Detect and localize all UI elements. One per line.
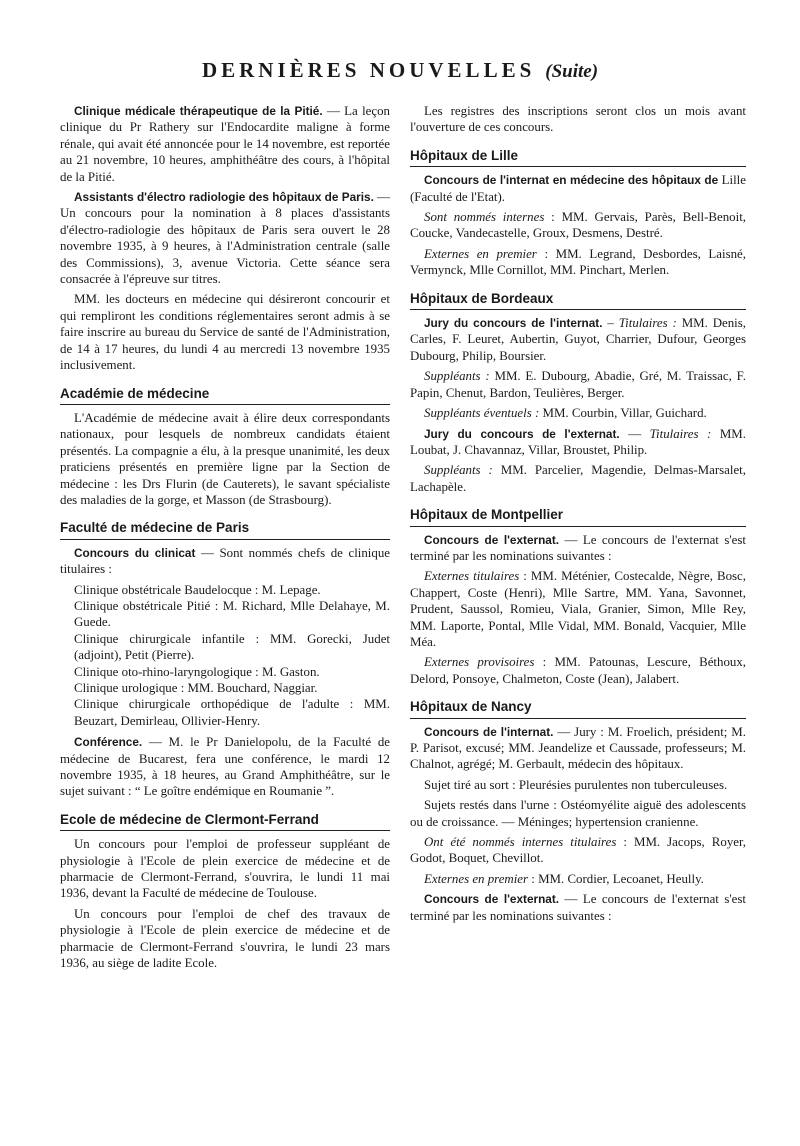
bordeaux-tit-label: Titulaires : [618,316,677,331]
montpellier-titulaires [410,568,746,650]
academie-text: L'Académie de médecine avait à élire deux correspondants nationaux, pour lesquels de nombreux candidats étaient présentés. La compagnie a élu, à la presque unanimité, les deux praticiens présentés en première ligne par la Section de médecine : les Drs Flurin (de Cauterets), le savant spécialiste des maladies de la gorge, et Masson (de Strasbourg). [60,410,390,507]
montpellier-tit-label: Externes titulaires [424,569,520,584]
montpellier-provisoires [410,654,746,687]
nancy-final-text: — Le concours de l'externat s'est terminé par les nominations suivantes : [410,892,746,923]
clermont-text-2: Un concours pour l'emploi de chef des travaux de physiologie à l'Ecole de plein exercice de médecine et de pharmacie de Clermont-Ferrand s'ouvrira, le lundi 23 mars 1936, au siège de ladite Ecole. [60,906,390,971]
section-bordeaux [410,291,746,495]
pitie-text: — La leçon clinique du Pr Rathery sur l'Endocardite maligne à forme rénale, qui avait été annoncée pour le 14 novembre, est reportée au 21 novembre, 10 heures, amphithéâtre des cours, à l'hôpital de la Pitié. [60,104,390,184]
section-lille [410,148,746,279]
lille-externes [410,246,746,279]
conference-text: — M. le Pr Danielopolu, de la Faculté de médecine de Bucarest, fera une conférence, le mardi 12 novembre 1935, à 18 heures, au Grand Amphithéâtre, sur le sujet suivant : “ Le goître endémique en Roumanie ”. [60,735,390,799]
list-item: Clinique obstétricale Baudelocque : M. Lepage. [74,582,321,597]
list-item: Clinique chirurgicale infantile : MM. Gorecki, Judet (adjoint), Petit (Pierre). [74,631,390,663]
nancy-lead-2: Concours de l'externat. [424,892,560,907]
bordeaux-sup2-label: Suppléants : [424,463,493,478]
montpellier-prov-label: Externes provisoires [424,655,535,670]
section-nancy [410,699,746,924]
pitie-notice [60,103,390,185]
montpellier-intro [410,532,746,565]
bordeaux-externat: Jury du concours de l'externat. — Titulaires : MM. Loubat, J. Chavannaz, Villar, Broustet, Philip. [410,426,746,457]
electro-notice [60,189,390,287]
lille-lead: Concours de l'internat en médecine des hôpitaux de [424,173,719,188]
conference-notice [60,734,390,800]
section-title-faculte: Faculté de médecine de Paris [60,520,390,539]
bordeaux-sup-label: Suppléants : [424,369,490,384]
page-title: DERNIÈRES NOUVELLES [201,58,536,82]
lille-concours [410,172,746,205]
lille-externes-label: Externes en premier [424,246,537,261]
clermont-text-1: Un concours pour l'emploi de professeur suppléant de physiologie à l'Ecole de plein exercice de médecine et de pharmacie de Clermont-Ferrand, s'ouvrira, le lundi 11 mai 1936, devant la Faculté de médecine de Toulouse. [60,837,390,901]
clinicat-intro [60,545,390,578]
clinicat-lead: Concours du clinicat [74,545,196,560]
bordeaux-tit2-text: MM. Loubat, J. Chavannaz, Villar, Broustet, Philip. [410,426,746,457]
bordeaux-lead-2: Jury du concours de l'externat. [424,426,620,441]
bordeaux-suppleants-2 [410,462,746,495]
nancy-jury [410,724,746,773]
section-title-nancy: Hôpitaux de Nancy [410,699,746,718]
lille-internes [410,209,746,242]
bordeaux-tit2-label: Titulaires : [649,426,712,441]
inscription-notice: MM. les docteurs en médecine qui désireront concourir et qui rempliront les conditions réglementaires seront admis à se faire inscrire au bureau du Service de santé de l'Administration, de 14 à 17 heures, du lundi 4 au mercredi 13 novembre 1935 inclusivement. [60,292,390,373]
section-faculte [60,520,390,800]
list-item: Clinique chirurgicale orthopédique de l'adulte : MM. Beuzart, Demirleau, Ollivier-Henry. [74,697,390,728]
section-title-lille: Hôpitaux de Lille [410,148,746,167]
montpellier-prov-text: : MM. Patounas, Lescure, Béthoux, Delord, Ponsoye, Chalmeton, Coste (Jean), Jalabert. [410,655,746,686]
nancy-nommes [410,834,746,867]
nancy-lead: Concours de l'internat. [424,724,554,739]
nancy-ext-label: Externes en premier [424,871,529,886]
conference-lead: Conférence. [74,735,143,750]
section-title-montpellier: Hôpitaux de Montpellier [410,507,746,526]
bordeaux-eventuels [410,405,746,421]
right-column [410,103,746,928]
bordeaux-supev-label: Suppléants éventuels : [424,406,540,421]
electro-lead: Assistants d'électro radiologie des hôpitaux de Paris. [74,190,374,205]
nancy-externes [410,871,746,887]
nancy-nommes-text: : MM. Jacops, Royer, Godot, Boquet, Chevillot. [410,835,746,866]
nancy-nommes-label: Ont été nommés internes titulaires [424,835,617,850]
lille-internes-label: Sont nommés internes [424,210,545,225]
bordeaux-tit-text: MM. Denis, Carles, F. Leuret, Aubertin, Guyot, Charrier, Dufour, Georges Dubourg, Philip, Boursier. [410,316,747,363]
nancy-ext-text: : MM. Cordier, Lecoanet, Heully. [528,871,704,886]
list-item: Clinique obstétricale Pitié : M. Richard, Mlle Delahaye, M. Guede. [74,598,390,630]
bordeaux-lead-1: Jury du concours de l'internat. [424,316,603,331]
section-montpellier [410,507,746,687]
lille-internes-text: : MM. Gervais, Parès, Bell-Benoit, Coucke, Vandecastelle, Groux, Desmens, Destré. [410,210,747,241]
page-title-suite: (Suite) [545,61,599,82]
bordeaux-sup2-text: MM. Parcelier, Magendie, Delmas-Marsalet, Lachapèle. [410,463,746,494]
bordeaux-suppleants [410,368,746,401]
list-item: Clinique urologique : MM. Bouchard, Naggiar. [74,681,318,695]
nancy-jury-text: — Jury : M. Froelich, président; M. P. Parisot, excusé; MM. Jeandelize et Caussade, professeurs; M. Chalnot, agrégé; M. Gerbault, médecin des hôpitaux. [410,724,746,772]
list-item: Clinique oto-rhino-laryngologique : M. Gaston. [74,664,320,679]
section-title-bordeaux: Hôpitaux de Bordeaux [410,291,746,310]
bordeaux-sup-text: MM. E. Dubourg, Abadie, Gré, M. Traissac, F. Papin, Chenut, Bardon, Teulières, Berger. [410,369,746,400]
section-title-academie: Académie de médecine [60,386,390,405]
left-column [60,103,390,976]
clinicat-intro-text: — Sont nommés chefs de clinique titulaires : [60,545,390,577]
electro-text: — Un concours pour la nomination à 8 places d'assistants d'électro-radiologie des hôpitaux de Paris sera ouvert le 28 novembre 1935, à 9 heures, à l'Administration centrale (salle des Commissions), 3, avenue Victoria. Cette séance sera consacrée à l'épreuve sur titres. [60,190,390,287]
lille-externes-text: : MM. Legrand, Desbordes, Laisné, Vermynck, Mlle Cornillot, MM. Pinchart, Merlen. [410,246,746,278]
section-title-clermont: Ecole de médecine de Clermont-Ferrand [60,812,390,831]
pitie-lead: Clinique médicale thérapeutique de la Pitié. [74,104,323,118]
nancy-externat [410,891,746,924]
nancy-urne: Sujets restés dans l'urne : Ostéomyélite aiguë des adolescents ou de croissance. — Méninges; hypertension cranienne. [410,798,746,829]
section-clermont [60,812,390,972]
montpellier-lead: Concours de l'externat. [424,532,560,547]
bordeaux-internat: Jury du concours de l'internat. – Titulaires : MM. Denis, Carles, F. Leuret, Aubertin, Guyot, Charrier, Dufour, Georges Dubourg, Philip, Boursier. [410,316,747,363]
section-academie [60,386,390,509]
montpellier-intro-text: — Le concours de l'externat s'est terminé par les nominations suivantes : [410,532,746,563]
lille-lead-rest: Lille (Faculté de l'Etat). [410,173,746,204]
bordeaux-supev-text: MM. Courbin, Villar, Guichard. [539,406,707,421]
nancy-sujet: Sujet tiré au sort : Pleurésies purulentes non tuberculeuses. [424,777,728,792]
registres-notice: Les registres des inscriptions seront clos un mois avant l'ouverture de ces concours. [410,104,746,135]
page-header [0,58,800,83]
montpellier-tit-text: : MM. Méténier, Costecalde, Nègre, Bosc, Chappert, Coste (Henri), Mlle Sartre, MM. Yana, Savonnet, Prudent, Saussol, Romieu, Viala, Granier, Simon, Mlle Rey, MM. Laporte, Pontal, Mlle Vidal, MM. Bonald, Vacquier, Mlle Méa. [410,569,746,649]
